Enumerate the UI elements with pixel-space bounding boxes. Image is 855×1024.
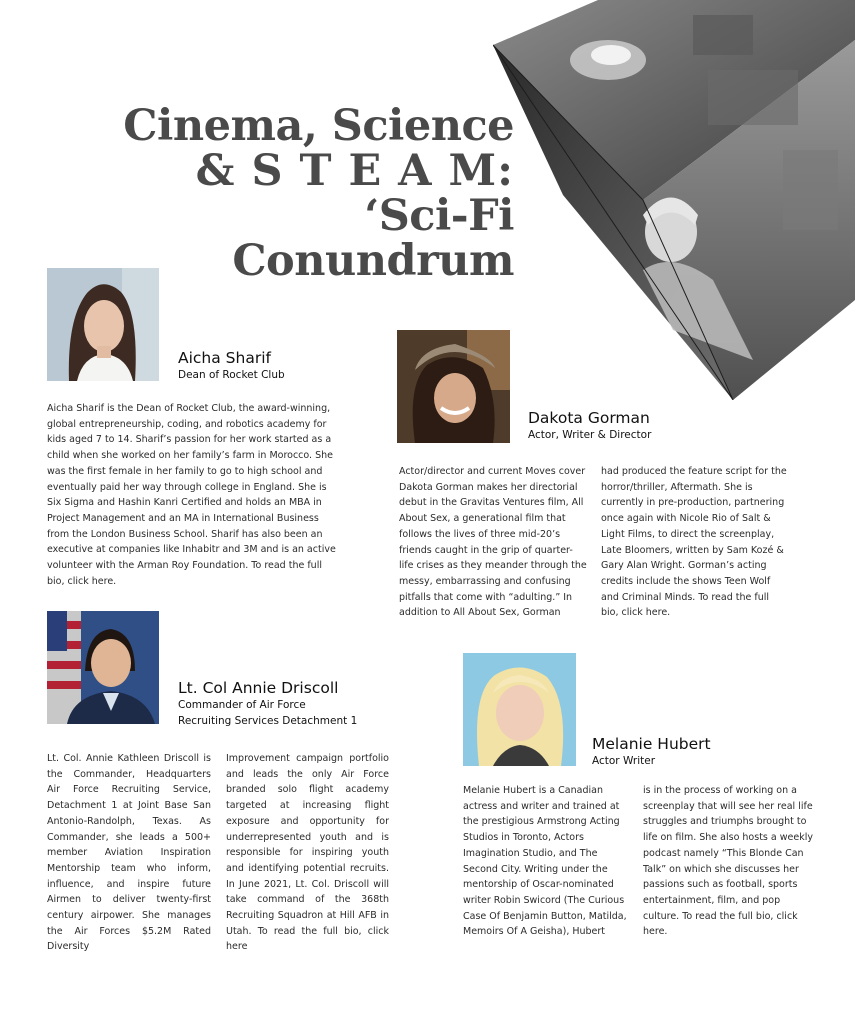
person-bio: Aicha Sharif is the Dean of Rocket Club, the award-winning, global entrepreneurship, coding, and robotics academy for kids aged 7 to 14. Sharif’s passion for her work started as a child when she worked on her family’s farm in Morocco. She was the first female in her family to go to high school and eventually paid her way through college in England. She is Six Sigma and Hashin Kanri Certified and holds an MBA in Project Management and an MA in International Business from the London Business School. Sharif has also been an executive at companies like Inhabitr and 3M and is an active volunteer with the Arman Roy Foundation. To read the full bio, click here.	[47, 403, 336, 587]
title-line-2: & S T E A M:	[195, 146, 514, 196]
melanie-hubert-photo	[463, 653, 576, 766]
title-line-1: Cinema, Science	[123, 101, 514, 151]
person-bio-col-1: Melanie Hubert is a Canadian actress and writer and trained at the prestigious Armstrong Acting Studios in Toronto, Actors Imagination Studio, and The Second City. Writing under the mentorship of Oscar-nominated writer Robin Swicord (The Curious Case Of Benjamin Button, Matilda, Memoirs Of A Geisha), Hubert	[463, 785, 627, 938]
person-bio-col-1: Lt. Col. Annie Kathleen Driscoll is the Commander, Headquarters Air Force Recruiting Service, Detachment 1 at Joint Base San Antonio-Randolph, Texas. As Commander, she leads a 500+ member Aviation Inspiration Mentorship team who inform, influence, and inspire future Airmen to deliver twenty-first century airpower. She manages the Air Forces $5.2M Rated Diversity	[47, 753, 211, 953]
person-role: Actor Writer	[592, 755, 656, 767]
dakota-gorman-photo	[397, 330, 510, 443]
aicha-sharif-photo	[47, 268, 159, 381]
page-title	[120, 101, 514, 286]
title-line-3: ‘Sci-Fi Conundrum	[232, 191, 514, 286]
annie-driscoll-photo	[47, 611, 159, 724]
person-bio-col-2: Improvement campaign portfolio and leads the only Air Force branded solo flight academy targeted at increasing flight exposure and opportunity for underrepresented youth and is responsible for inspiring youth and identifying potential recruits. In June 2021, Lt. Col. Driscoll will take command of the 368th Recruiting Squadron at Hill AFB in Utah. To read the full bio, click here	[226, 753, 389, 953]
person-name: Aicha Sharif	[178, 349, 271, 367]
person-role-line-2: Recruiting Services Detachment 1	[178, 715, 358, 727]
person-bio-col-1: Actor/director and current Moves cover Dakota Gorman makes her directorial debut in the Gravitas Ventures film, All About Sex, a generational film that follows the lives of three mid-20’s friends caught in the grip of quarter-life crises as they meander through the messy, embarrassing and confusing pitfalls that come with “adulting.” In addition to All About Sex, Gorman	[399, 466, 587, 619]
film-still-cube-image	[493, 0, 855, 400]
person-role-line-1: Commander of Air Force	[178, 699, 306, 711]
person-bio-col-2: had produced the feature script for the horror/thriller, Aftermath. She is currently in pre-production, partnering once again with Nicole Rio of Salt & Light Films, to direct the screenplay, Late Bloomers, written by Sam Kozé & Gary Alan Wright. Gorman’s acting credits include the shows Teen Wolf and Criminal Minds. To read the full bio, click here.	[601, 466, 787, 619]
person-name: Lt. Col Annie Driscoll	[178, 679, 339, 697]
person-role: Actor, Writer & Director	[528, 429, 652, 441]
person-name: Dakota Gorman	[528, 409, 650, 427]
person-role: Dean of Rocket Club	[178, 369, 285, 381]
person-name: Melanie Hubert	[592, 735, 711, 753]
person-bio-col-2: is in the process of working on a screenplay that will see her real life struggles and triumphs brought to life on film. She also hosts a weekly podcast namely “This Blonde Can Talk” on which she discusses her passions such as football, sports entertainment, film, and pop culture. To read the full bio, click here.	[643, 785, 813, 938]
